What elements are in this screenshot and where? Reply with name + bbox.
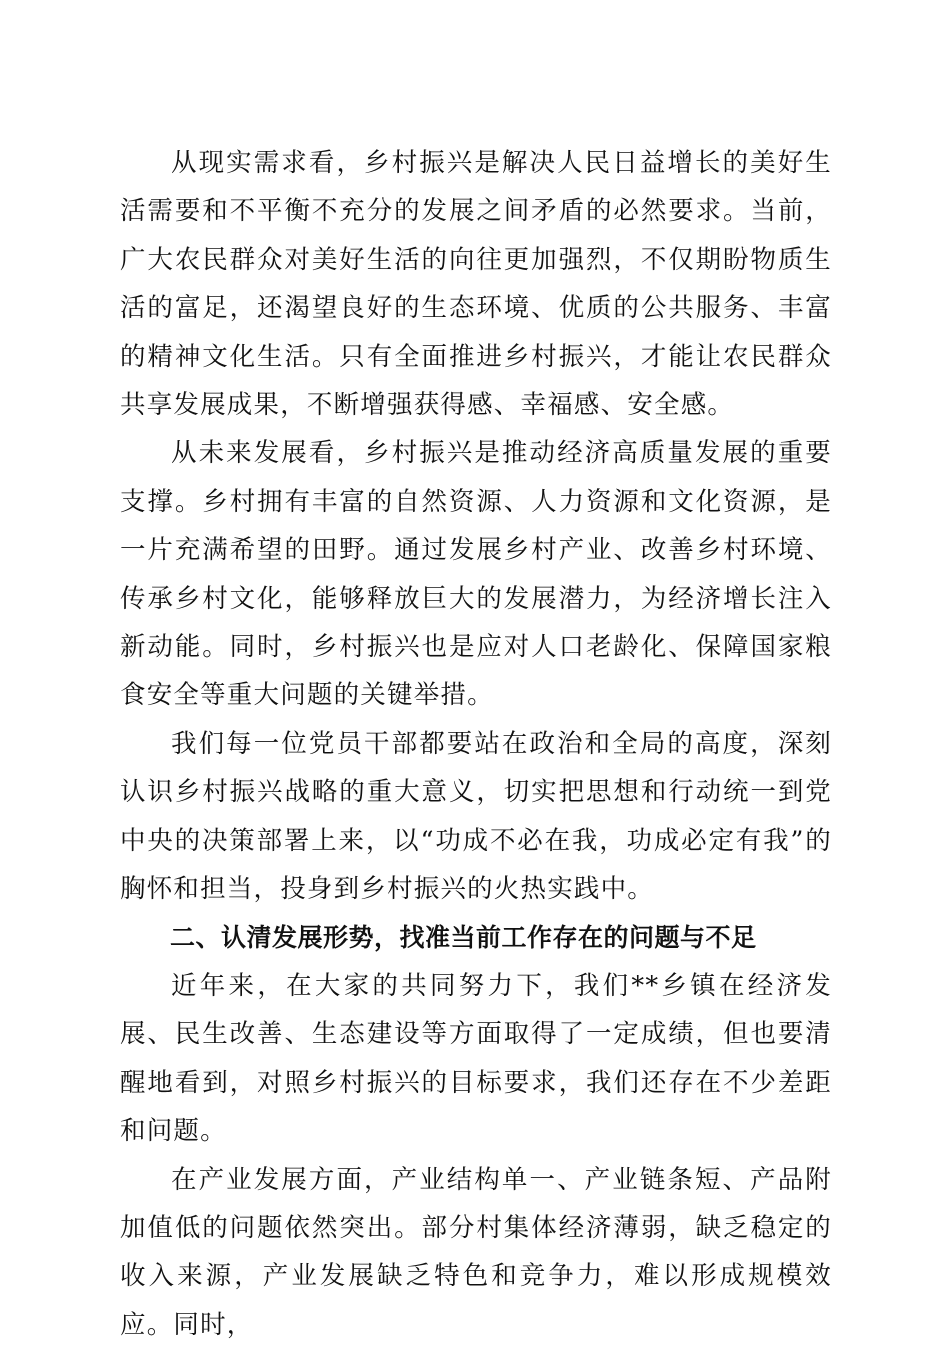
paragraph-industry-development: 在产业发展方面，产业结构单一、产业链条短、产品附加值低的问题依然突出。部分村集体经济薄弱，缺乏稳定的收入来源，产业发展缺乏特色和竞争力，难以形成规模效应。同时，: [120, 1164, 832, 1340]
paragraph-recent-years: 近年来，在大家的共同努力下，我们**乡镇在经济发展、民生改善、生态建设等方面取得了一定成绩，但也要清醒地看到，对照乡村振兴的目标要求，我们还存在不少差距和问题。: [120, 970, 832, 1147]
paragraph-party-members: 我们每一位党员干部都要站在政治和全局的高度，深刻认识乡村振兴战略的重大意义，切实把思想和行动统一到党中央的决策部署上来，以“功成不必在我，功成必定有我”的胸怀和担当，投身到乡村振兴的火热实践中。: [120, 728, 832, 905]
paragraph-realistic-demand: 从现实需求看，乡村振兴是解决人民日益增长的美好生活需要和不平衡不充分的发展之间矛盾的必然要求。当前，广大农民群众对美好生活的向往更加强烈，不仅期盼物质生活的富足，还渴望良好的生态环境、优质的公共服务、丰富的精神文化生活。只有全面推进乡村振兴，才能让农民群众共享发展成果，不断增强获得感、幸福感、安全感。: [120, 148, 832, 421]
section-heading-2: 二、认清发展形势，找准当前工作存在的问题与不足: [170, 922, 757, 952]
document-body: [120, 139, 832, 1349]
paragraph-future-development: 从未来发展看，乡村振兴是推动经济高质量发展的重要支撑。乡村拥有丰富的自然资源、人力资源和文化资源，是一片充满希望的田野。通过发展乡村产业、改善乡村环境、传承乡村文化，能够释放巨大的发展潜力，为经济增长注入新动能。同时，乡村振兴也是应对人口老龄化、保障国家粮食安全等重大问题的关键举措。: [120, 438, 832, 711]
